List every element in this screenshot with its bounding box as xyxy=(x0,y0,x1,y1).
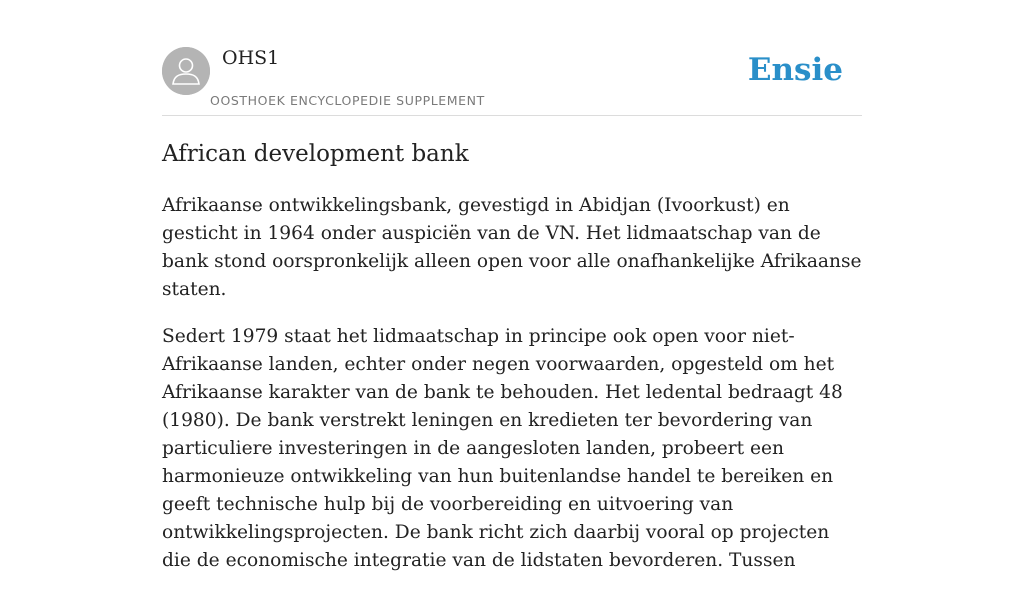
article-paragraph: Afrikaanse ontwikkelingsbank, gevestigd in Abidjan (Ivoorkust) en gesticht in 1964 onder auspiciën van de VN. Het lidmaatschap van de bank stond oorspronkelijk alleen open voor alle onafhankelijke Afrikaanse staten. xyxy=(162,195,862,300)
ensie-logo-link[interactable]: Ensie xyxy=(747,52,843,88)
article-body xyxy=(162,192,862,594)
username-link[interactable]: OHS1 xyxy=(222,47,280,69)
source-subtitle: OOSTHOEK ENCYCLOPEDIE SUPPLEMENT xyxy=(210,93,485,108)
page xyxy=(162,0,862,571)
article-paragraph: Sedert 1979 staat het lidmaatschap in principe ook open voor niet-Afrikaanse landen, echter onder negen voorwaarden, opgesteld om het Afrikaanse karakter van de bank te behouden. Het ledental bedraagt 48 (1980). De bank verstrekt leningen en kredieten ter bevordering van particuliere investeringen in de aangesloten landen, probeert een harmonieuze ontwikkeling van hun buitenlandse handel te bereiken en geeft technische hulp bij de voorbereiding en uitvoering van ontwikkelingsprojecten. De bank richt zich daarbij vooral op projecten die de economische integratie van de lidstaten bevorderen. Tussen xyxy=(162,326,843,571)
article-title: African development bank xyxy=(162,141,469,167)
user-avatar-icon[interactable] xyxy=(162,47,210,95)
header xyxy=(162,0,862,116)
